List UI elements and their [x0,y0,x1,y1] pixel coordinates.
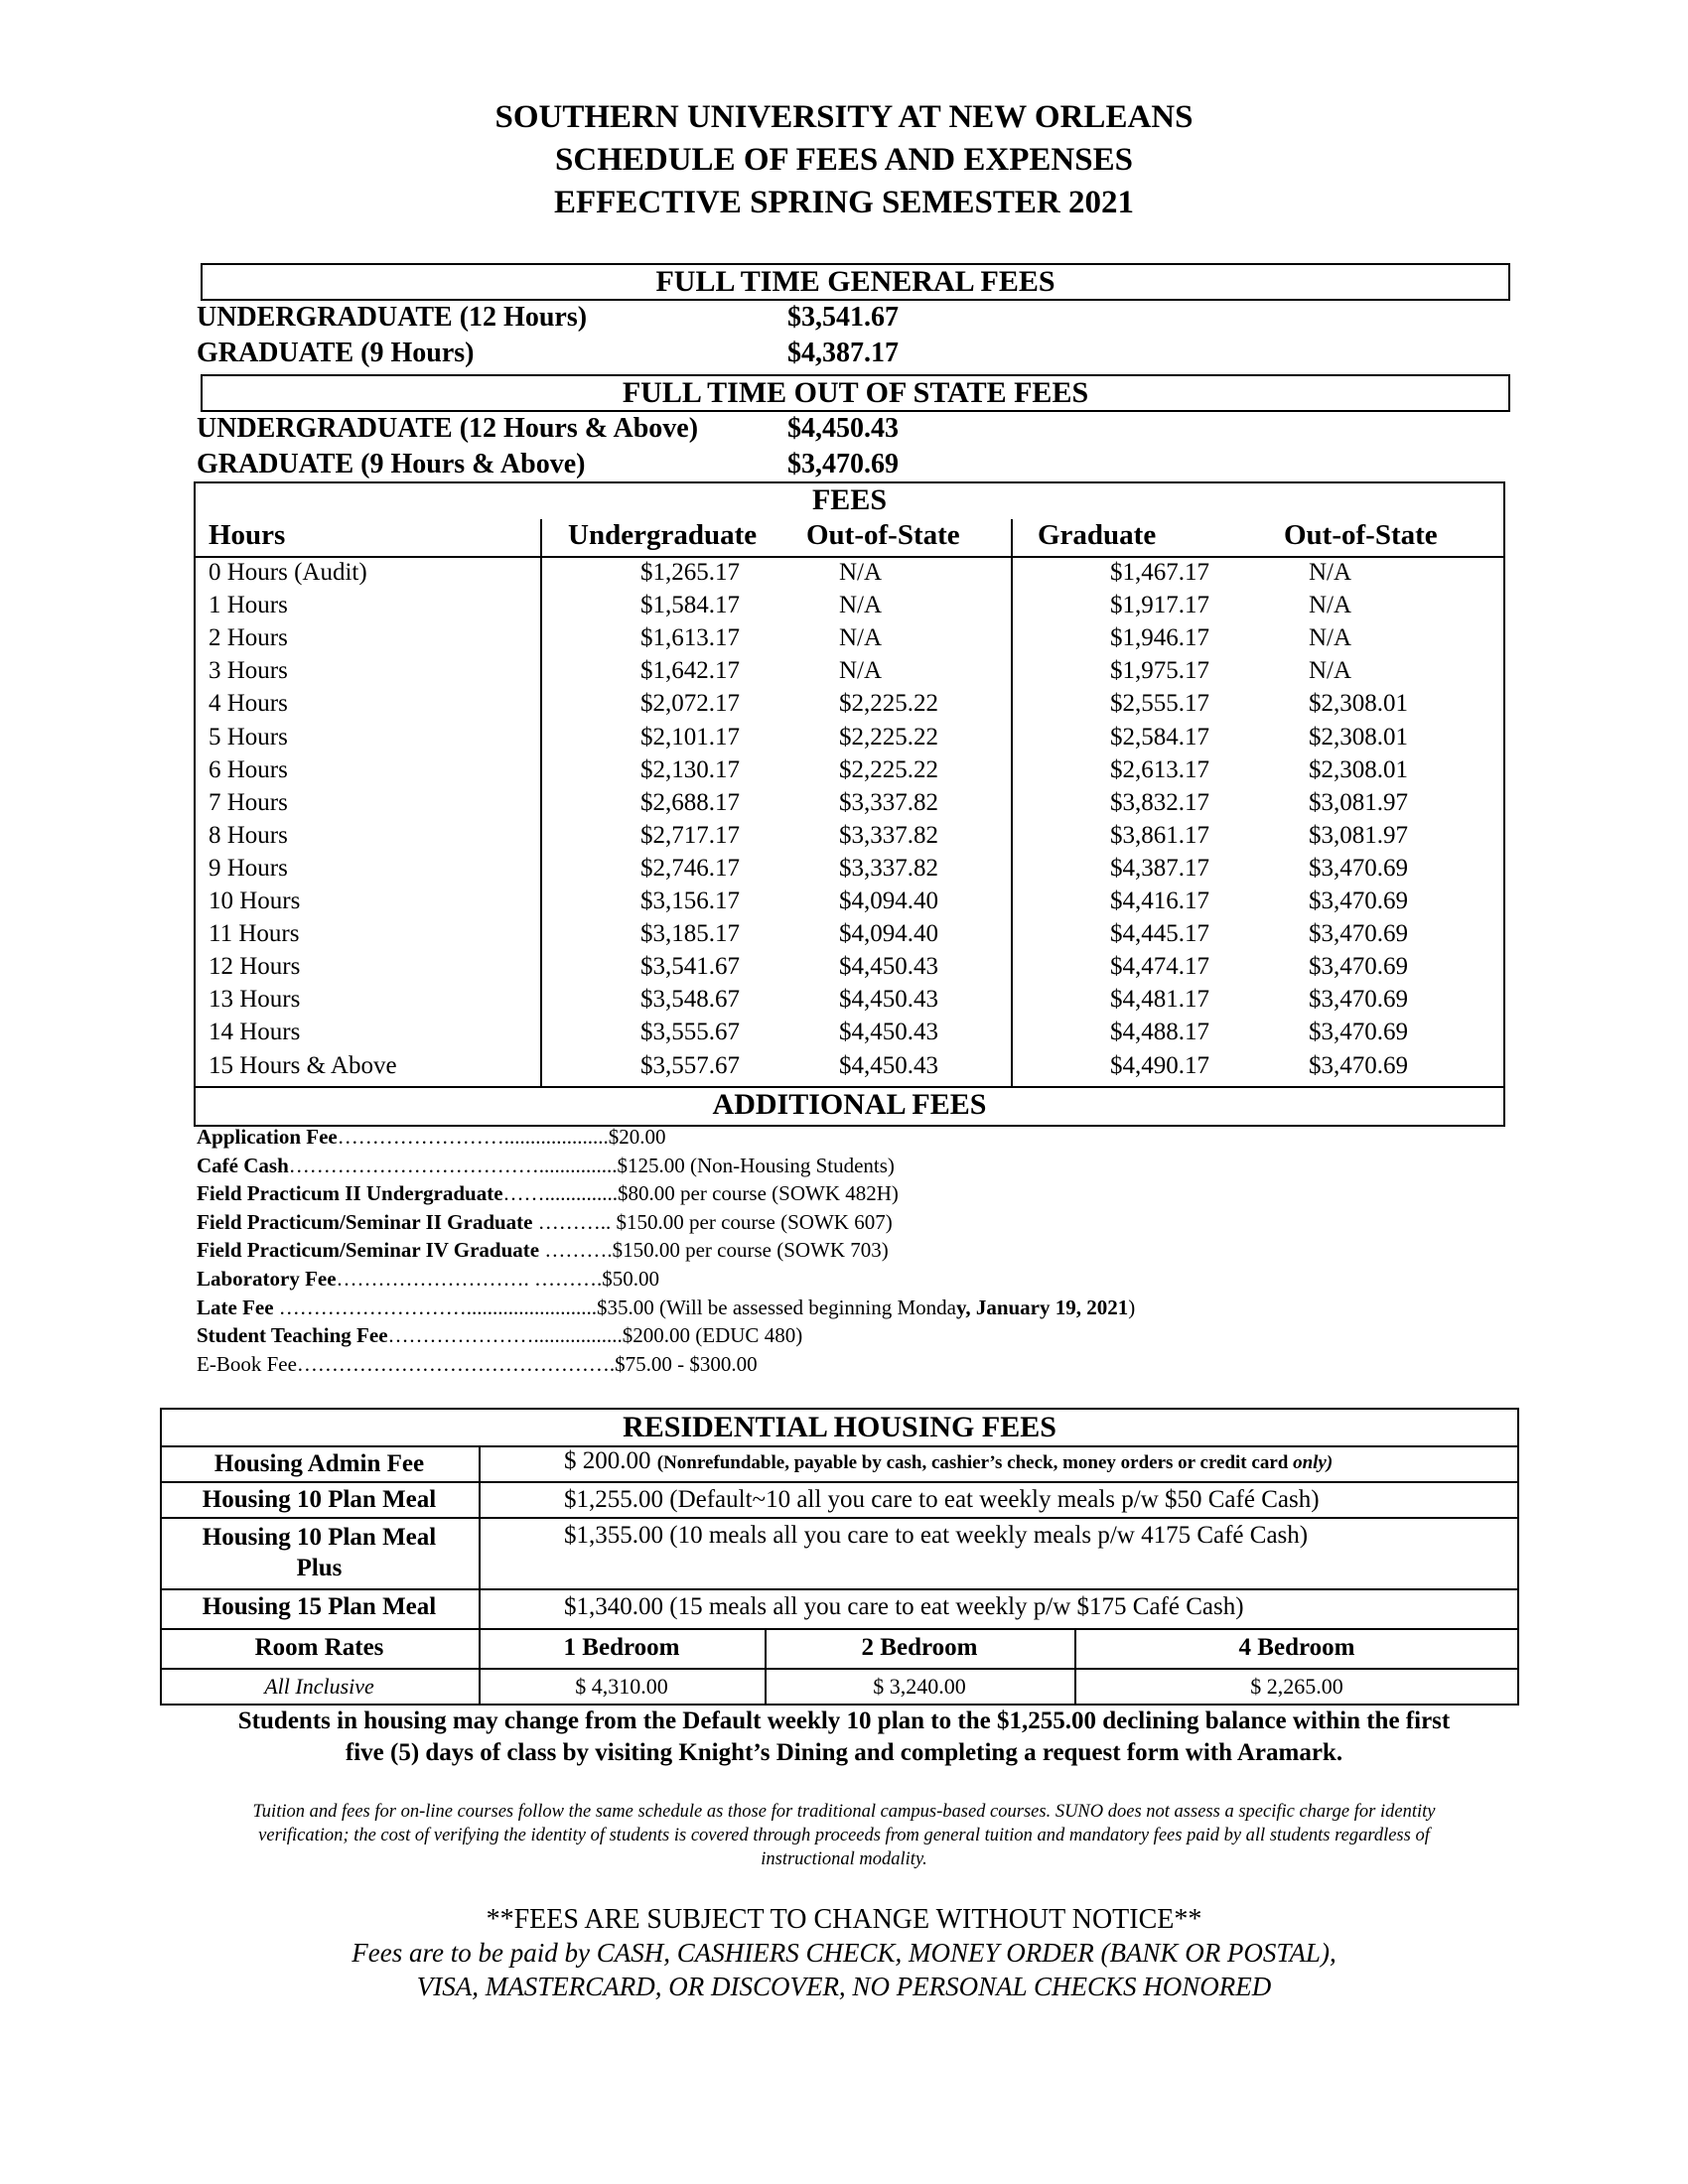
fees-row-value: N/A [839,592,883,619]
fees-row-value: $3,470.69 [1309,920,1408,948]
housing-note-line2: five (5) days of class by visiting Knight’s Dining and completing a request form with Aramark. [345,1739,1343,1766]
fees-col-undergrad-outofstate: Out-of-State [806,519,960,551]
additional-fee-leader: ………………………………............... [288,1153,618,1177]
fees-row-value: $1,917.17 [1110,592,1209,619]
fees-row-hours: 8 Hours [209,821,288,849]
additional-fee-value: $200.00 (EDUC 480) [622,1323,803,1348]
payment-note-line2: VISA, MASTERCARD, OR DISCOVER, NO PERSONAL CHECKS HONORED [416,1972,1272,2001]
fees-row-value: $4,450.43 [839,1051,938,1079]
housing-divider [160,1668,1519,1670]
fees-row-value: N/A [839,657,883,685]
fees-row-value: $1,467.17 [1110,559,1209,586]
additional-fee-label: Application Fee [197,1125,338,1149]
fees-row-value: $1,975.17 [1110,657,1209,685]
online-note-line1: Tuition and fees for on-line courses follow the same schedule as those for traditional campus-based courses. SUNO does not assess a specific charge for identity [252,1802,1436,1822]
fees-row-value: $1,265.17 [640,559,740,586]
additional-fee-label: Field Practicum/Seminar II Graduate [197,1209,533,1234]
fees-row-hours: 3 Hours [209,657,288,685]
housing-divider [160,1481,1519,1483]
additional-fee-leader: …….............. [502,1181,619,1206]
fees-row-value: N/A [839,624,883,652]
housing-plan10-label: Housing 10 Plan Meal [202,1486,437,1513]
outofstate-undergrad-value: $4,450.43 [787,413,899,444]
fees-row-value: $4,450.43 [839,986,938,1014]
fees-row-value: $3,555.67 [640,1019,740,1046]
fees-row-value: $4,445.17 [1110,920,1209,948]
fees-row-value: $2,225.22 [839,723,938,751]
fees-header-divider [194,556,1505,558]
additional-fees-header: ADDITIONAL FEES [712,1088,987,1121]
fees-row-value: $3,541.67 [640,953,740,981]
fees-row-hours: 2 Hours [209,624,288,652]
fees-row-value: $1,946.17 [1110,624,1209,652]
fees-row-value: $3,470.69 [1309,887,1408,914]
general-undergrad-label: UNDERGRADUATE (12 Hours) [197,302,588,333]
additional-fee-leader: ………………………. ………. [336,1267,603,1291]
additional-fee-leader: ………………………......................... [273,1295,598,1319]
additional-fee-label: Field Practicum/Seminar IV Graduate [197,1238,540,1263]
fees-row-value: $3,470.69 [1309,953,1408,981]
fees-row-hours: 15 Hours & Above [209,1051,397,1079]
additional-fee-date: y, January 19, 2021 [955,1295,1129,1319]
fees-col-grad-outofstate: Out-of-State [1284,519,1438,551]
outofstate-undergrad-label: UNDERGRADUATE (12 Hours & Above) [197,413,699,444]
fees-col-graduate: Graduate [1038,519,1157,551]
fees-row-value: $3,470.69 [1309,986,1408,1014]
fees-col-divider [1011,519,1013,1087]
housing-1bed-label: 1 Bedroom [563,1634,680,1661]
page-title-university: SOUTHERN UNIVERSITY AT NEW ORLEANS [494,99,1194,135]
fees-row-value: $3,548.67 [640,986,740,1014]
fees-row-value: $2,072.17 [640,690,740,718]
fees-row-value: $3,557.67 [640,1051,740,1079]
housing-plan15-value: $1,340.00 (15 meals all you care to eat weekly p/w $175 Café Cash) [564,1593,1244,1620]
fees-row-value: $2,613.17 [1110,755,1209,783]
housing-1bed-value: $ 4,310.00 [575,1674,668,1699]
housing-divider [160,1588,1519,1590]
fees-row-hours: 5 Hours [209,723,288,751]
additional-fee-item [197,1323,802,1348]
fees-row-hours: 7 Hours [209,788,288,816]
outofstate-grad-value: $3,470.69 [787,449,899,479]
additional-fee-value: $80.00 per course (SOWK 482H) [618,1181,899,1206]
additional-fee-leader: …………………................. [387,1323,623,1348]
additional-fee-item [197,1210,893,1235]
housing-plan15-label: Housing 15 Plan Meal [202,1593,437,1620]
additional-fee-item [197,1181,899,1206]
fees-row-hours: 10 Hours [209,887,301,914]
fees-row-value: N/A [1309,657,1352,685]
fees-row-value: $2,101.17 [640,723,740,751]
fees-row-value: $3,470.69 [1309,1051,1408,1079]
fees-row-value: $3,156.17 [640,887,740,914]
fees-row-value: $3,185.17 [640,920,740,948]
general-fees-header: FULL TIME GENERAL FEES [201,263,1510,301]
additional-fee-value: $35.00 (Will be assessed beginning Monda [597,1295,956,1319]
additional-fee-value-end: ) [1128,1295,1136,1319]
fees-row-value: $2,308.01 [1309,723,1408,751]
additional-fee-value: $150.00 per course (SOWK 607) [616,1209,893,1234]
fees-col-hours: Hours [209,519,286,551]
general-undergrad-value: $3,541.67 [787,302,899,333]
fees-row-value: $4,094.40 [839,920,938,948]
fees-row-value: $1,584.17 [640,592,740,619]
additional-fee-label: Student Teaching Fee [197,1323,388,1348]
fees-row-value: $3,337.82 [839,821,938,849]
payment-note-line1: Fees are to be paid by CASH, CASHIERS CHECK, MONEY ORDER (BANK OR POSTAL), [352,1938,1336,1968]
change-notice: **FEES ARE SUBJECT TO CHANGE WITHOUT NOTICE** [486,1904,1202,1935]
fees-row-value: $2,746.17 [640,854,740,882]
additional-fee-label: Field Practicum II Undergraduate [197,1181,503,1206]
outofstate-grad-label: GRADUATE (9 Hours & Above) [197,449,586,479]
fees-col-undergraduate: Undergraduate [568,519,758,551]
fees-row-hours: 12 Hours [209,953,301,981]
fees-row-hours: 14 Hours [209,1019,301,1046]
additional-fee-item [197,1267,659,1292]
fees-row-value: $2,555.17 [1110,690,1209,718]
fees-row-value: $3,081.97 [1309,788,1408,816]
housing-room-rates-label: Room Rates [254,1634,384,1661]
online-note-line2: verification; the cost of verifying the identity of students is covered through proceeds from general tuition and mandatory fees paid by all students regardless of [258,1826,1430,1845]
additional-fee-leader: ………………………………………. [296,1351,616,1376]
additional-fee-item [197,1154,895,1178]
fees-row-hours: 9 Hours [209,854,288,882]
outofstate-fees-header: FULL TIME OUT OF STATE FEES [201,374,1510,412]
additional-fee-item [197,1352,758,1377]
housing-2bed-value: $ 3,240.00 [873,1674,966,1699]
fees-row-hours: 1 Hours [209,592,288,619]
additional-fee-label: E-Book Fee [197,1351,297,1376]
fees-row-value: $4,416.17 [1110,887,1209,914]
fees-row-value: $3,337.82 [839,854,938,882]
fees-row-value: $1,613.17 [640,624,740,652]
fees-row-value: $3,861.17 [1110,821,1209,849]
housing-plan10plus-value: $1,355.00 (10 meals all you care to eat weekly meals p/w 4175 Café Cash) [564,1522,1309,1549]
additional-fee-value: $150.00 per course (SOWK 703) [612,1238,889,1263]
fees-row-value: $2,717.17 [640,821,740,849]
housing-2bed-label: 2 Bedroom [861,1634,978,1661]
fees-row-value: $4,474.17 [1110,953,1209,981]
fees-row-value: $2,308.01 [1309,755,1408,783]
additional-fee-value: $125.00 (Non-Housing Students) [617,1153,895,1177]
additional-fee-item [197,1238,889,1263]
fees-row-value: $4,481.17 [1110,986,1209,1014]
housing-all-inclusive-label: All Inclusive [264,1674,374,1699]
page-title-semester: EFFECTIVE SPRING SEMESTER 2021 [553,185,1135,220]
fees-row-value: $1,642.17 [640,657,740,685]
fees-row-hours: 4 Hours [209,690,288,718]
fees-row-value: $2,225.22 [839,755,938,783]
additional-fee-leader: ………. [539,1238,613,1263]
fees-row-value: $4,488.17 [1110,1019,1209,1046]
additional-fee-leader: ……….. [532,1209,617,1234]
fees-row-value: $3,832.17 [1110,788,1209,816]
fees-row-value: $2,308.01 [1309,690,1408,718]
additional-fee-item [197,1125,666,1150]
housing-4bed-value: $ 2,265.00 [1250,1674,1343,1699]
fees-row-value: $4,450.43 [839,953,938,981]
housing-note-line1: Students in housing may change from the Default weekly 10 plan to the $1,255.00 declining balance within the first [237,1707,1451,1734]
housing-plan10-value: $1,255.00 (Default~10 all you care to eat weekly meals p/w $50 Café Cash) [564,1486,1320,1513]
housing-fees-header: RESIDENTIAL HOUSING FEES [623,1411,1056,1443]
general-grad-value: $4,387.17 [787,338,899,368]
fees-row-hours: 0 Hours (Audit) [209,559,367,586]
general-grad-label: GRADUATE (9 Hours) [197,338,475,368]
fees-row-value: $4,094.40 [839,887,938,914]
housing-divider [160,1628,1519,1630]
additional-fee-item [197,1296,1135,1320]
fees-row-value: $4,387.17 [1110,854,1209,882]
fees-row-value: $4,490.17 [1110,1051,1209,1079]
fees-row-value: N/A [1309,624,1352,652]
fees-row-value: $3,081.97 [1309,821,1408,849]
fees-row-value: $3,470.69 [1309,1019,1408,1046]
additional-fee-label: Late Fee [197,1295,274,1319]
additional-fee-label: Café Cash [197,1153,289,1177]
housing-plan10plus-label: Housing 10 Plan Meal Plus [202,1524,437,1581]
fees-row-hours: 13 Hours [209,986,301,1014]
fees-row-value: $3,337.82 [839,788,938,816]
additional-fee-leader: …………………….................... [337,1125,609,1149]
additional-fee-value: $50.00 [602,1267,660,1291]
housing-4bed-label: 4 Bedroom [1238,1634,1355,1661]
housing-col-divider [479,1445,481,1706]
online-note-line3: instructional modality. [761,1849,927,1869]
fees-row-value: $2,688.17 [640,788,740,816]
additional-fee-label: Laboratory Fee [197,1267,337,1291]
fees-table-title: FEES [811,483,888,516]
fees-row-value: $2,584.17 [1110,723,1209,751]
housing-admin-value: $ 200.00 (Nonrefundable, payable by cash, cashier’s check, money orders or credit card only) [564,1447,1334,1474]
page-title-schedule: SCHEDULE OF FEES AND EXPENSES [555,142,1133,178]
additional-fee-value: $75.00 - $300.00 [615,1351,758,1376]
fees-row-value: N/A [839,559,883,586]
fees-row-value: $3,470.69 [1309,854,1408,882]
housing-divider [160,1517,1519,1519]
fees-row-value: $4,450.43 [839,1019,938,1046]
fees-row-value: $2,130.17 [640,755,740,783]
fees-row-value: N/A [1309,559,1352,586]
housing-admin-label: Housing Admin Fee [213,1450,425,1477]
fees-row-value: N/A [1309,592,1352,619]
fees-col-divider [540,519,542,1087]
fees-row-value: $2,225.22 [839,690,938,718]
fees-row-hours: 11 Hours [209,920,300,948]
additional-fee-value: $20.00 [608,1125,666,1149]
fees-row-hours: 6 Hours [209,755,288,783]
